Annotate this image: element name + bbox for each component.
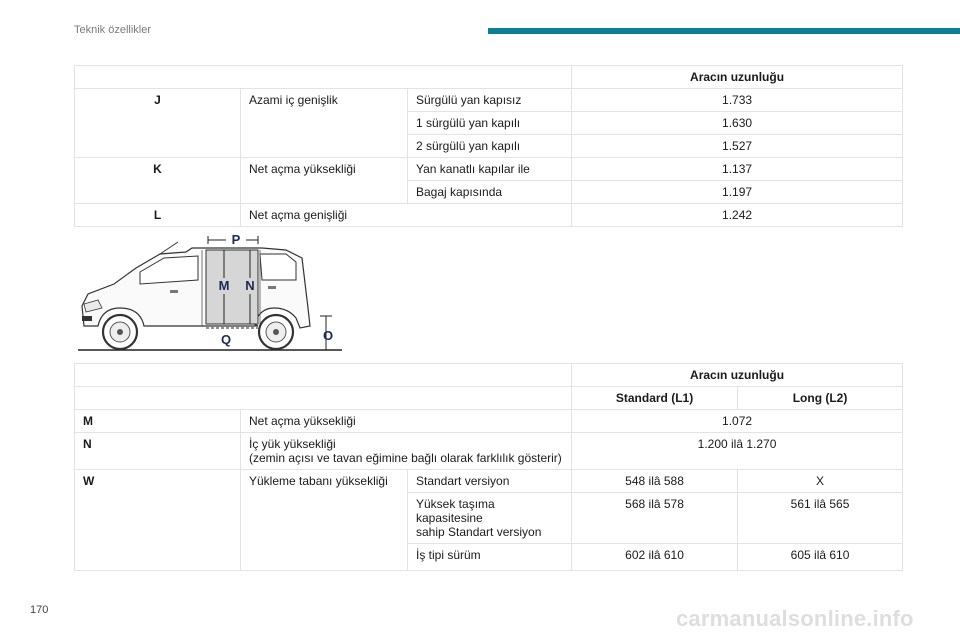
section-title: Teknik özellikler — [74, 24, 152, 36]
watermark: carmanualsonline.info — [676, 606, 914, 631]
dimension-label: Net açma yüksekliği — [241, 410, 572, 433]
dimension-value: 1.197 — [572, 181, 903, 204]
table-row — [75, 158, 903, 181]
table-header-row — [75, 364, 903, 387]
variant-label: 1 sürgülü yan kapılı — [408, 112, 572, 135]
value-l1: 548 ilâ 588 — [572, 470, 738, 493]
dimension-label-line: İç yük yüksekliği — [249, 437, 336, 451]
dimension-label: Azami iç genişlik — [241, 89, 408, 158]
table-subheader-row — [75, 387, 903, 410]
dimension-value: 1.137 — [572, 158, 903, 181]
variant-label-line: Yüksek taşıma kapasitesine — [416, 497, 495, 525]
dimension-value: 1.527 — [572, 135, 903, 158]
column-header-l2: Long (L2) — [738, 387, 903, 410]
variant-label: Bagaj kapısında — [408, 181, 572, 204]
dimension-code: J — [75, 89, 241, 158]
column-header: Aracın uzunluğu — [572, 364, 903, 387]
dimension-label: Net açma genişliği — [241, 204, 572, 227]
dimension-value: 1.733 — [572, 89, 903, 112]
dimension-value: 1.630 — [572, 112, 903, 135]
variant-label: Yan kanatlı kapılar ile — [408, 158, 572, 181]
dimension-label: Yükleme tabanı yüksekliği — [241, 470, 408, 571]
dimensions-table-1 — [74, 65, 903, 227]
dimension-label-n: N — [245, 278, 255, 293]
table-row — [75, 433, 903, 470]
variant-label: Sürgülü yan kapısız — [408, 89, 572, 112]
table-header-row — [75, 66, 903, 89]
page-number: 170 — [30, 604, 49, 616]
table-row — [75, 89, 903, 112]
column-header: Aracın uzunluğu — [572, 66, 903, 89]
header-accent-bar — [488, 28, 960, 34]
dimension-label: Net açma yüksekliği — [241, 158, 408, 204]
dimension-code: M — [75, 410, 241, 433]
dimension-label — [241, 433, 572, 470]
dimension-code: N — [75, 433, 241, 470]
value-l2: X — [738, 470, 903, 493]
vehicle-side-diagram — [74, 228, 344, 356]
dimensions-table-2 — [74, 363, 903, 571]
value-l1: 602 ilâ 610 — [572, 544, 738, 571]
dimension-value: 1.200 ilâ 1.270 — [572, 433, 903, 470]
variant-label: İş tipi sürüm — [408, 544, 572, 571]
dimension-label-m: M — [218, 278, 230, 293]
dimension-value: 1.242 — [572, 204, 903, 227]
table-row — [75, 410, 903, 433]
variant-label: 2 sürgülü yan kapılı — [408, 135, 572, 158]
value-l1: 568 ilâ 578 — [572, 493, 738, 544]
dimension-code: W — [75, 470, 241, 571]
variant-label-line: sahip Standart versiyon — [416, 525, 542, 539]
variant-label — [408, 493, 572, 544]
dimension-label-q: Q — [220, 332, 232, 347]
dimension-code: L — [75, 204, 241, 227]
column-header-l1: Standard (L1) — [572, 387, 738, 410]
dimension-label-note: (zemin açısı ve tavan eğimine bağlı olarak farklılık gösterir) — [249, 451, 562, 465]
table-row — [75, 204, 903, 227]
dimension-label-p: P — [231, 232, 241, 247]
dimension-value: 1.072 — [572, 410, 903, 433]
dimension-code: K — [75, 158, 241, 204]
value-l2: 561 ilâ 565 — [738, 493, 903, 544]
value-l2: 605 ilâ 610 — [738, 544, 903, 571]
dimension-label-o: O — [322, 328, 334, 343]
table-row — [75, 470, 903, 493]
variant-label: Standart versiyon — [408, 470, 572, 493]
